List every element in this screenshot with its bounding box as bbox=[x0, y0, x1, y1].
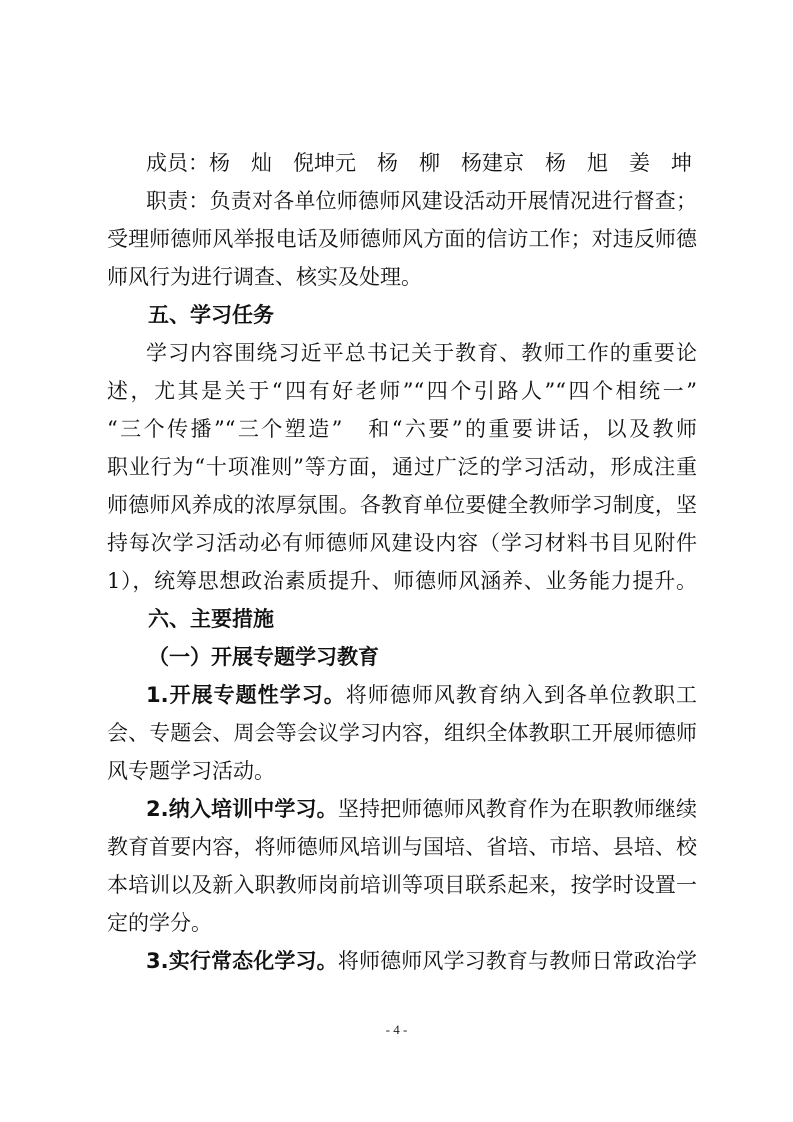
item-3-rest: 将师德师风学习教育与教师日常政治学 bbox=[337, 949, 698, 973]
item-3-line-1 bbox=[146, 948, 697, 974]
item-2-line-3: 本培训以及新入职教师岗前培训等项目联系起来，按学时设置一 bbox=[107, 873, 697, 897]
subsection-heading-1: （一）开展专题学习教育 bbox=[148, 645, 379, 669]
study-line-3: “三个传播”“三个塑造” 和“六要”的重要讲话，以及教师 bbox=[107, 417, 697, 441]
item-1-lead: 1.开展专题性学习。 bbox=[146, 683, 346, 707]
section-heading-6: 六、主要措施 bbox=[148, 607, 274, 631]
item-2-line-4: 定的学分。 bbox=[107, 911, 212, 935]
item-2-lead: 2.纳入培训中学习。 bbox=[146, 797, 338, 821]
item-2-line-2: 教育首要内容，将师德师风培训与国培、省培、市培、县培、校 bbox=[107, 835, 697, 859]
duty-line-2: 受理师德师风举报电话及师德师风方面的信访工作；对违反师德 bbox=[107, 227, 697, 251]
item-1-rest: 将师德师风教育纳入到各单位教职工 bbox=[345, 683, 698, 707]
item-3-lead: 3.实行常态化学习。 bbox=[146, 949, 338, 973]
study-line-6: 持每次学习活动必有师德师风建设内容（学习材料书目见附件 bbox=[107, 531, 697, 555]
section-heading-5: 五、学习任务 bbox=[148, 303, 274, 327]
item-1-line-2: 会、专题会、周会等会议学习内容，组织全体教职工开展师德师 bbox=[107, 721, 697, 745]
item-2-rest: 坚持把师德师风教育作为在职教师继续 bbox=[337, 797, 698, 821]
study-line-4: 职业行为“十项准则”等方面，通过广泛的学习活动，形成注重 bbox=[107, 455, 697, 479]
item-1-line-1 bbox=[146, 682, 697, 708]
study-line-7: 1），统筹思想政治素质提升、师德师风涵养、业务能力提升。 bbox=[107, 569, 697, 593]
study-line-2: 述，尤其是关于“四有好老师”“四个引路人”“四个相统一” bbox=[107, 379, 697, 403]
study-line-5: 师德师风养成的浓厚氛围。各教育单位要健全教师学习制度，坚 bbox=[107, 493, 697, 517]
page-number: - 4 - bbox=[385, 1022, 408, 1037]
duty-line-1: 职责：负责对各单位师德师风建设活动开展情况进行督查； bbox=[146, 189, 697, 213]
members-line: 成员：杨 灿 倪坤元 杨 柳 杨建京 杨 旭 姜 坤 bbox=[146, 151, 692, 175]
duty-line-3: 师风行为进行调查、核实及处理。 bbox=[107, 265, 422, 289]
study-line-1: 学习内容围绕习近平总书记关于教育、教师工作的重要论 bbox=[146, 341, 697, 365]
item-2-line-1 bbox=[146, 796, 697, 822]
item-1-line-3: 风专题学习活动。 bbox=[107, 759, 275, 783]
